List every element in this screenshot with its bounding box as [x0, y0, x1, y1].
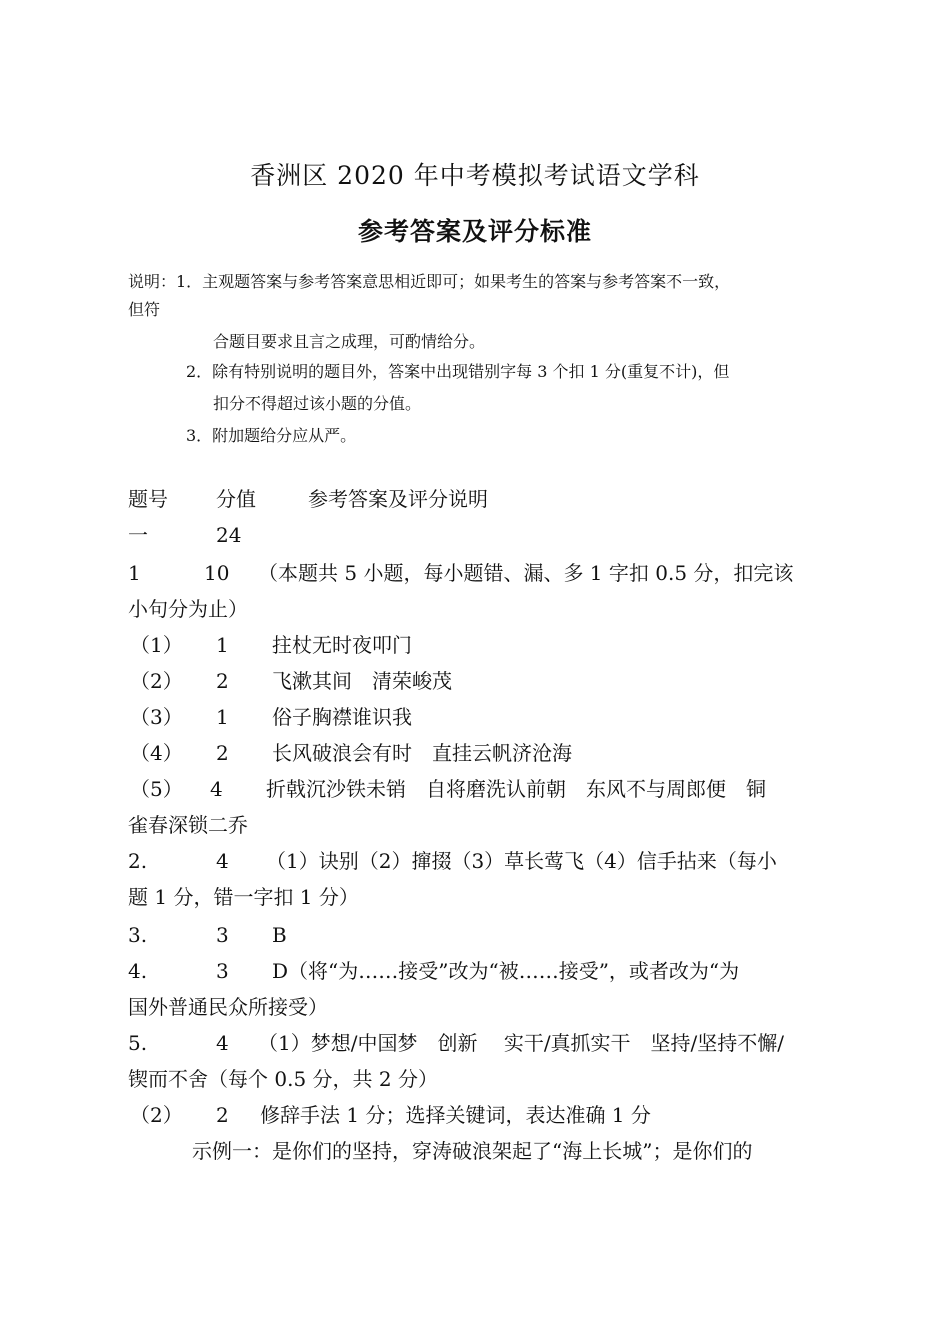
- row-num: （5）: [130, 777, 183, 801]
- example-paragraph: 示例一：是你们的坚持，穿涛破浪架起了“海上长城”；是你们的: [192, 1139, 753, 1163]
- header-num: 题号: [128, 487, 168, 511]
- row-desc: 飞漱其间 清荣峻茂: [272, 669, 452, 693]
- note-line: 2．除有特别说明的题目外，答案中出现错别字每 3 个扣 1 分(重复不计)，但: [186, 362, 730, 381]
- row-num: 4.: [128, 959, 148, 983]
- note-line: 说明：1．主观题答案与参考答案意思相近即可；如果考生的答案与参考答案不一致，: [128, 272, 731, 291]
- table-row: [128, 740, 828, 766]
- table-row: [128, 632, 828, 658]
- row-score: 10: [204, 561, 230, 585]
- row-score: 2: [216, 1103, 229, 1127]
- header-score: 分值: [216, 487, 256, 511]
- row-score: 1: [216, 633, 229, 657]
- row-num: （3）: [130, 705, 183, 729]
- table-row: [128, 704, 828, 730]
- row-desc: 修辞手法 1 分；选择关键词，表达准确 1 分: [260, 1103, 651, 1127]
- row-score: 4: [216, 849, 229, 873]
- page-subtitle: 参考答案及评分标准: [357, 217, 592, 246]
- note-line: 但符: [128, 300, 161, 319]
- row-continuation: 小句分为止）: [128, 597, 248, 621]
- table-row: [128, 958, 828, 984]
- table-row: [128, 1030, 828, 1056]
- answer-table-header: [128, 486, 828, 512]
- row-score: 1: [216, 705, 229, 729]
- row-score: 4: [216, 1031, 229, 1055]
- row-desc: （1）梦想/中国梦 创新 实干/真抓实干 坚持/坚持不懈/: [258, 1031, 785, 1055]
- header-desc: 参考答案及评分说明: [308, 487, 488, 511]
- row-continuation: 题 1 分，错一字扣 1 分）: [128, 885, 359, 909]
- note-line: 3．附加题给分应从严。: [186, 426, 357, 445]
- row-desc: 长风破浪会有时 直挂云帆济沧海: [272, 741, 572, 765]
- table-row: [128, 776, 828, 802]
- row-num: 1: [128, 561, 141, 585]
- row-score: 4: [210, 777, 223, 801]
- page-title: 香洲区 2020 年中考模拟考试语文学科: [250, 161, 700, 190]
- row-score: 3: [216, 923, 229, 947]
- row-desc: （本题共 5 小题，每小题错、漏、多 1 字扣 0.5 分，扣完该: [258, 561, 794, 585]
- row-desc: 拄杖无时夜叩门: [272, 633, 412, 657]
- row-desc: （1）诀别（2）撺掇（3）草长莺飞（4）信手拈来（每小: [266, 849, 777, 873]
- table-row: [128, 1102, 828, 1128]
- row-num: 2.: [128, 849, 148, 873]
- row-num: 一: [128, 523, 148, 547]
- row-desc: B: [272, 923, 287, 947]
- note-line: 合题目要求且言之成理，可酌情给分。: [213, 332, 486, 351]
- row-num: 5.: [128, 1031, 148, 1055]
- table-row: [128, 668, 828, 694]
- row-num: （4）: [130, 741, 183, 765]
- row-score: 2: [216, 669, 229, 693]
- row-continuation: 锲而不舍（每个 0.5 分，共 2 分）: [128, 1067, 438, 1091]
- table-row: [128, 848, 828, 874]
- row-continuation: 国外普通民众所接受）: [128, 995, 328, 1019]
- row-desc: 折戟沉沙铁未销 自将磨洗认前朝 东风不与周郎便 铜: [266, 777, 766, 801]
- row-score: 3: [216, 959, 229, 983]
- row-num: 3.: [128, 923, 148, 947]
- row-num: （2）: [130, 1103, 183, 1127]
- table-row: [128, 922, 828, 948]
- row-num: （2）: [130, 669, 183, 693]
- table-row: [128, 522, 828, 548]
- row-desc: 俗子胸襟谁识我: [272, 705, 412, 729]
- row-score: 24: [216, 523, 242, 547]
- row-num: （1）: [130, 633, 183, 657]
- row-continuation: 雀春深锁二乔: [128, 813, 248, 837]
- row-score: 2: [216, 741, 229, 765]
- table-row: [128, 560, 828, 586]
- row-desc: D（将“为……接受”改为“被……接受”，或者改为“为: [272, 959, 740, 983]
- note-line: 扣分不得超过该小题的分值。: [213, 394, 422, 413]
